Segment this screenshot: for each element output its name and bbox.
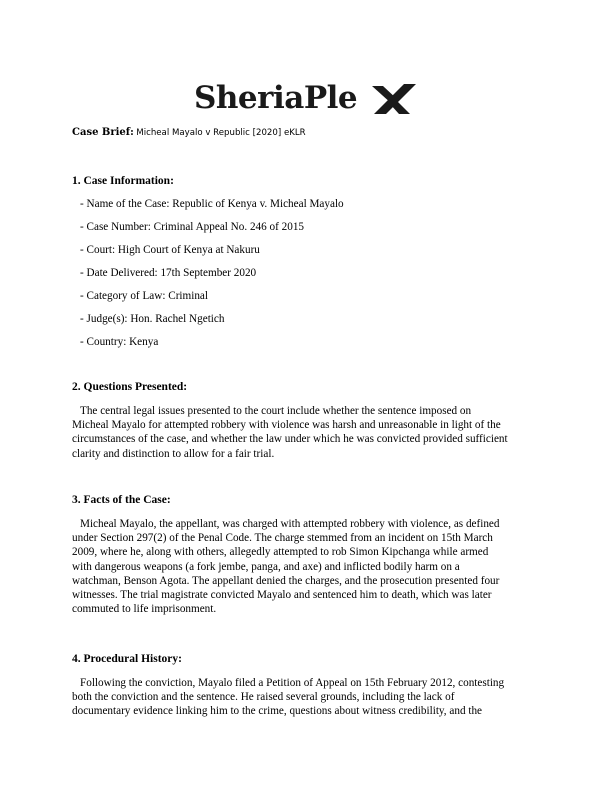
paragraph-line: 2009, where he, along with others, allegedly attempted to rob Simon Kipchanga while armed: [72, 546, 489, 559]
sheriaplex-logo: [0, 69, 612, 118]
logo-x-letter: X: [372, 69, 384, 86]
paragraph-line: commuted to life imprisonment.: [72, 603, 217, 616]
procedural-paragraph: [72, 676, 542, 719]
questions-paragraph: [72, 404, 542, 461]
section-heading-questions-presented: 2. Questions Presented:: [72, 381, 188, 393]
paragraph-line: Following the conviction, Mayalo filed a Petition of Appeal on 15th February 2012, contesting: [80, 677, 505, 689]
section-heading-procedural-history: 4. Procedural History:: [72, 653, 182, 665]
section-heading-case-information: 1. Case Information:: [72, 175, 174, 187]
case-info-item: - Category of Law: Criminal: [80, 290, 209, 302]
case-brief-label: Case Brief:: [72, 127, 134, 138]
case-info-item: - Date Delivered: 17th September 2020: [80, 267, 257, 279]
case-info-item: - Country: Kenya: [80, 336, 159, 348]
paragraph-line: under Section 297(2) of the Penal Code. The charge stemmed from an incident on 15th March: [72, 532, 493, 545]
paragraph-line: circumstances of the case, and whether the law under which he was convicted provided sufficient: [72, 433, 508, 446]
paragraph-line: both the conviction and the sentence. He raised several grounds, including the lack of: [72, 691, 455, 704]
facts-paragraph: [72, 517, 542, 616]
paragraph-line: with dangerous weapons (a fork jembe, panga, and axe) and inflicted bodily harm on a: [72, 560, 460, 573]
case-info-item: - Judge(s): Hon. Rachel Ngetich: [80, 313, 225, 325]
paragraph-line: The central legal issues presented to the court include whether the sentence imposed on: [80, 405, 472, 417]
paragraph-line: watchman, Benson Agota. The appellant denied the charges, and the prosecution presented four: [72, 574, 500, 587]
case-info-item: - Name of the Case: Republic of Kenya v. Micheal Mayalo: [80, 198, 344, 210]
case-brief-line: [72, 127, 306, 138]
logo-x-mark-icon: [372, 69, 416, 116]
case-info-item: - Case Number: Criminal Appeal No. 246 of 2015: [80, 221, 305, 233]
paragraph-line: clarity and distinction to allow for a fair trial.: [72, 447, 275, 460]
section-heading-facts: 3. Facts of the Case:: [72, 494, 171, 506]
case-info-item: - Court: High Court of Kenya at Nakuru: [80, 244, 260, 256]
paragraph-line: witnesses. The trial magistrate convicted Mayalo and sentenced him to death, which was later: [72, 589, 492, 602]
case-brief-title: Micheal Mayalo v Republic [2020] eKLR: [136, 128, 306, 138]
paragraph-line: Micheal Mayalo for attempted robbery with violence was harsh and unreasonable in light of the: [72, 419, 501, 432]
paragraph-line: documentary evidence linking him to the crime, questions about witness credibility, and the: [72, 705, 483, 718]
logo-wordmark: SheriaPle: [194, 80, 358, 116]
paragraph-line: Micheal Mayalo, the appellant, was charged with attempted robbery with violence, as defined: [80, 518, 500, 530]
